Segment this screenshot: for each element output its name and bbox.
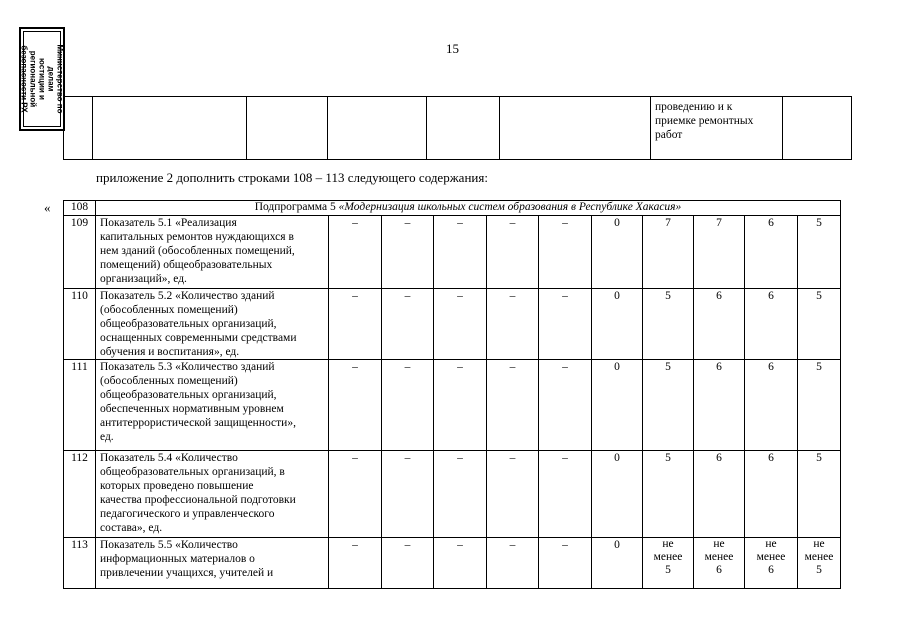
dash-cell: – xyxy=(434,289,487,360)
value-cell: 6 xyxy=(745,360,798,451)
row-number: 112 xyxy=(64,451,96,538)
indicator-name xyxy=(96,216,329,289)
value-cell: 5 xyxy=(643,289,694,360)
value-cell: 6 xyxy=(694,289,745,360)
value-line: 6 xyxy=(768,564,774,576)
value-line: не xyxy=(765,538,777,550)
value-cell: 5 xyxy=(643,360,694,451)
dash-cell: – xyxy=(329,216,382,289)
dash-cell: – xyxy=(539,360,592,451)
indicator-name-line: качества профессиональной подготовки xyxy=(100,494,296,506)
value-cell: 7 xyxy=(694,216,745,289)
value-line: не xyxy=(662,538,674,550)
page-number: 15 xyxy=(446,41,459,56)
indicator-name-line: состава», ед. xyxy=(100,522,163,534)
dash-cell: – xyxy=(382,216,434,289)
table-cell xyxy=(328,97,427,160)
value-cell: 6 xyxy=(694,360,745,451)
table-row xyxy=(64,360,841,451)
indicator-name-line: помещений) общеобразовательных xyxy=(100,259,273,271)
value-cell: 6 xyxy=(745,451,798,538)
table-cell xyxy=(500,97,651,160)
table-cell xyxy=(247,97,328,160)
indicators-table xyxy=(63,200,841,589)
row-number: 109 xyxy=(64,216,96,289)
value-cell xyxy=(745,538,798,589)
value-line: менее xyxy=(653,551,683,563)
indicator-name-line: Показатель 5.5 «Количество xyxy=(100,539,238,551)
table-cell xyxy=(427,97,500,160)
indicator-name-line: (обособленных помещений) xyxy=(100,304,238,316)
amendment-paragraph: приложение 2 дополнить строками 108 – 113 следующего содержания: xyxy=(96,170,488,185)
value-line: не xyxy=(713,538,725,550)
indicator-name-line: Показатель 5.2 «Количество зданий xyxy=(100,290,275,302)
indicator-name-line: (обособленных помещений) xyxy=(100,375,238,387)
row-number: 108 xyxy=(64,201,96,216)
row-number: 113 xyxy=(64,538,96,589)
value-cell: 0 xyxy=(592,289,643,360)
value-cell xyxy=(643,538,694,589)
indicator-name-line: общеобразовательных организаций, в xyxy=(100,466,285,478)
value-line: 5 xyxy=(816,564,822,576)
indicator-name-line: организаций», ед. xyxy=(100,273,187,285)
table-row xyxy=(64,538,841,589)
indicator-name-line: оснащенных современными средствами xyxy=(100,332,297,344)
dash-cell: – xyxy=(329,538,382,589)
subprogram-title: Подпрограмма 5 «Модернизация школьных систем образования в Республике Хакасия» xyxy=(96,201,841,216)
table-cell xyxy=(93,97,247,160)
indicator-name-line: Показатель 5.3 «Количество зданий xyxy=(100,361,275,373)
table-row xyxy=(64,451,841,538)
dash-cell: – xyxy=(539,451,592,538)
stamp-text: Министерство по делам юстиции и региональной безопасности РХ xyxy=(19,44,65,114)
value-cell: 6 xyxy=(694,451,745,538)
indicator-name-line: которых проведено повышение xyxy=(100,480,254,492)
indicator-name-line: педагогического и управленческого xyxy=(100,508,275,520)
dash-cell: – xyxy=(382,289,434,360)
value-cell: 0 xyxy=(592,360,643,451)
value-cell: 5 xyxy=(798,216,841,289)
dash-cell: – xyxy=(329,360,382,451)
indicator-name-line: общеобразовательных организаций, xyxy=(100,389,277,401)
indicator-name xyxy=(96,289,329,360)
table-row xyxy=(64,216,841,289)
indicator-name xyxy=(96,360,329,451)
dash-cell: – xyxy=(487,289,539,360)
dash-cell: – xyxy=(382,538,434,589)
previous-table-fragment xyxy=(63,96,852,160)
dash-cell: – xyxy=(382,451,434,538)
value-cell: 7 xyxy=(643,216,694,289)
indicator-name-line: антитеррористической защищенности», xyxy=(100,417,296,429)
indicator-name-line: капитальных ремонтов нуждающихся в xyxy=(100,231,294,243)
indicator-name-line: нем зданий (обособленных помещений, xyxy=(100,245,295,257)
value-cell: 6 xyxy=(745,289,798,360)
value-cell xyxy=(694,538,745,589)
indicator-name-line: Показатель 5.1 «Реализация xyxy=(100,217,237,229)
table-cell xyxy=(64,97,93,160)
dash-cell: – xyxy=(434,216,487,289)
table-row xyxy=(64,97,852,160)
row-number: 110 xyxy=(64,289,96,360)
table-cell xyxy=(783,97,852,160)
value-line: 5 xyxy=(665,564,671,576)
table-row xyxy=(64,289,841,360)
value-line: 6 xyxy=(716,564,722,576)
value-cell: 5 xyxy=(643,451,694,538)
row-number: 111 xyxy=(64,360,96,451)
indicator-name-line: Показатель 5.4 «Количество xyxy=(100,452,238,464)
indicator-name xyxy=(96,451,329,538)
dash-cell: – xyxy=(382,360,434,451)
dash-cell: – xyxy=(434,451,487,538)
value-cell: 5 xyxy=(798,360,841,451)
value-cell: 0 xyxy=(592,538,643,589)
indicator-name-line: информационных материалов о xyxy=(100,553,255,565)
value-cell: 0 xyxy=(592,216,643,289)
value-cell: 5 xyxy=(798,289,841,360)
dash-cell: – xyxy=(487,216,539,289)
value-line: не xyxy=(813,538,825,550)
indicator-name-line: обеспеченных нормативным уровнем xyxy=(100,403,284,415)
value-cell xyxy=(798,538,841,589)
value-cell: 0 xyxy=(592,451,643,538)
dash-cell: – xyxy=(329,289,382,360)
opening-quote: « xyxy=(44,200,51,215)
value-cell: 5 xyxy=(798,451,841,538)
indicator-name xyxy=(96,538,329,589)
dash-cell: – xyxy=(434,360,487,451)
indicator-name-line: привлечении учащихся, учителей и xyxy=(100,567,274,579)
value-line: менее xyxy=(756,551,786,563)
dash-cell: – xyxy=(329,451,382,538)
value-cell: 6 xyxy=(745,216,798,289)
dash-cell: – xyxy=(539,538,592,589)
dash-cell: – xyxy=(487,360,539,451)
value-line: менее xyxy=(704,551,734,563)
dash-cell: – xyxy=(539,289,592,360)
dash-cell: – xyxy=(434,538,487,589)
value-line: менее xyxy=(804,551,834,563)
table-cell-text: проведению и к приемке ремонтных работ xyxy=(651,97,783,160)
indicator-name-line: обучения и воспитания», ед. xyxy=(100,346,240,358)
dash-cell: – xyxy=(487,451,539,538)
indicator-name-line: общеобразовательных организаций, xyxy=(100,318,277,330)
indicator-name-line: ед. xyxy=(100,431,114,443)
dash-cell: – xyxy=(539,216,592,289)
dash-cell: – xyxy=(487,538,539,589)
subprogram-header-row xyxy=(64,201,841,216)
